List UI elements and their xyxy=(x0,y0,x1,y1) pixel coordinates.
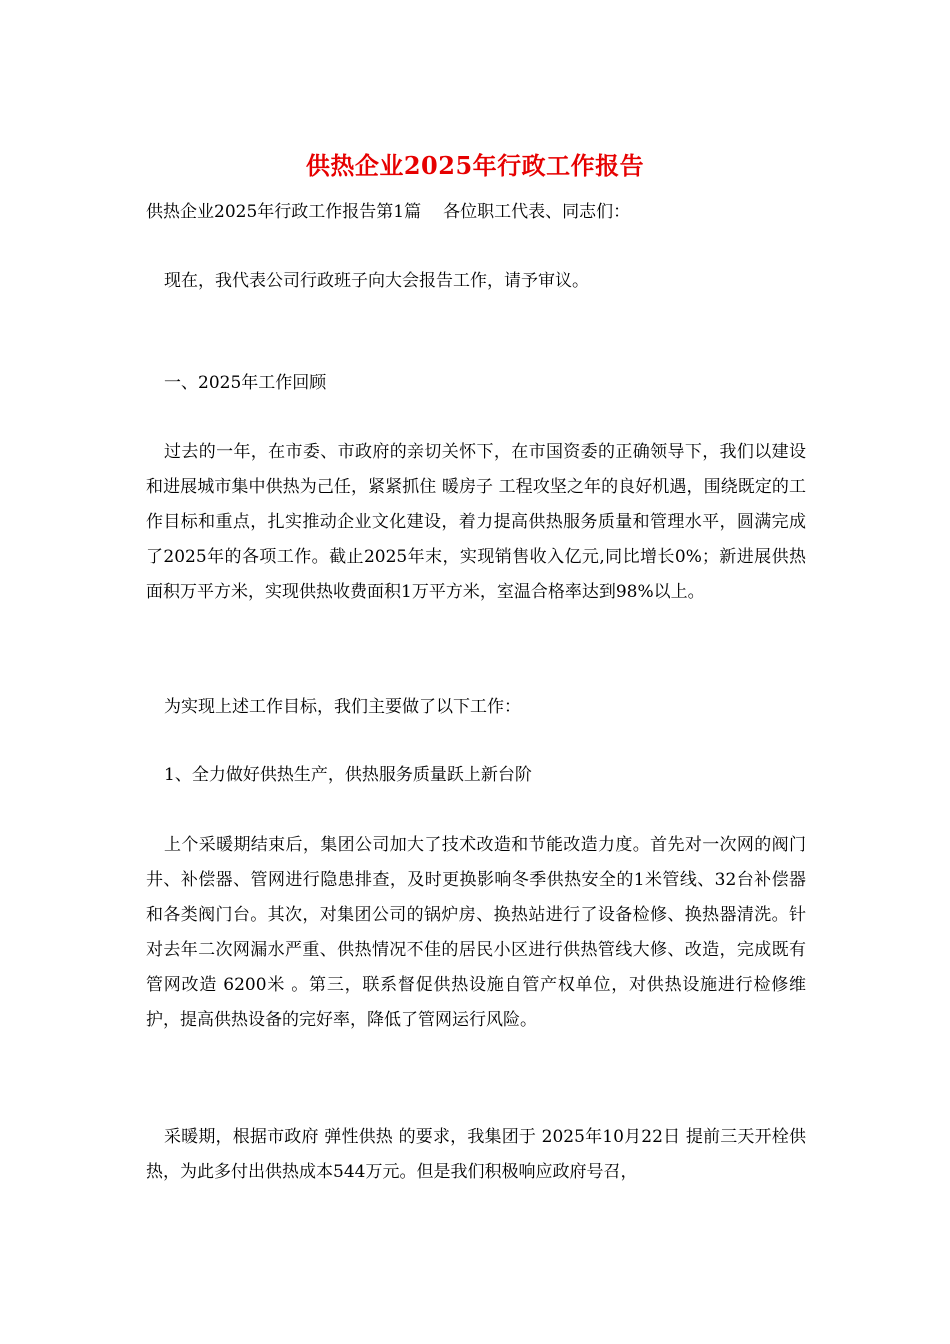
subheading-heating-production: 1、全力做好供热生产，供热服务质量跃上新台阶 xyxy=(164,765,532,785)
paragraph-work-intro: 为实现上述工作目标，我们主要做了以下工作： xyxy=(164,697,521,717)
paragraph-intro: 现在，我代表公司行政班子向大会报告工作，请予审议。 xyxy=(164,271,589,291)
paragraph-heating-period: 采暖期，根据市政府 弹性供热 的要求，我集团于 2025年10月22日 提前三天开栓供热，为此多付出供热成本544万元。但是我们积极响应政府号召， xyxy=(146,1127,806,1182)
paragraph-review: 过去的一年，在市委、市政府的亲切关怀下，在市国资委的正确领导下，我们以建设和进展城市集中供热为己任，紧紧抓住 暖房子 工程攻坚之年的良好机遇，围绕既定的工作目标和重点，扎实推动企业文化建设，着力提高供热服务质量和管理水平，圆满完成了2025年的各项工作。截止2025年末，实现销售收入亿元,同比增长0%；新进展供热面积万平方米，实现供热收费面积1万平方米，室温合格率达到98%以上。 xyxy=(146,442,806,602)
subtitle-salutation: 各位职工代表、同志们： xyxy=(443,202,631,222)
section-heading-review: 一、2025年工作回顾 xyxy=(164,373,327,393)
paragraph-technical-renovation: 上个采暖期结束后，集团公司加大了技术改造和节能改造力度。首先对一次网的阀门井、补偿器、管网进行隐患排查，及时更换影响冬季供热安全的1米管线、32台补偿器和各类阀门台。其次，对集团公司的锅炉房、换热站进行了设备检修、换热器清洗。针对去年二次网漏水严重、供热情况不佳的居民小区进行供热管线大修、改造，完成既有管网改造 6200米 。第三，联系督促供热设施自管产权单位，对供热设施进行检修维护，提高供热设备的完好率，降低了管网运行风险。 xyxy=(146,835,806,1030)
document-title: 供热企业2025年行政工作报告 xyxy=(305,151,645,180)
document-subtitle xyxy=(146,198,806,226)
subtitle-section-label: 供热企业2025年行政工作报告第1篇 xyxy=(146,202,422,222)
